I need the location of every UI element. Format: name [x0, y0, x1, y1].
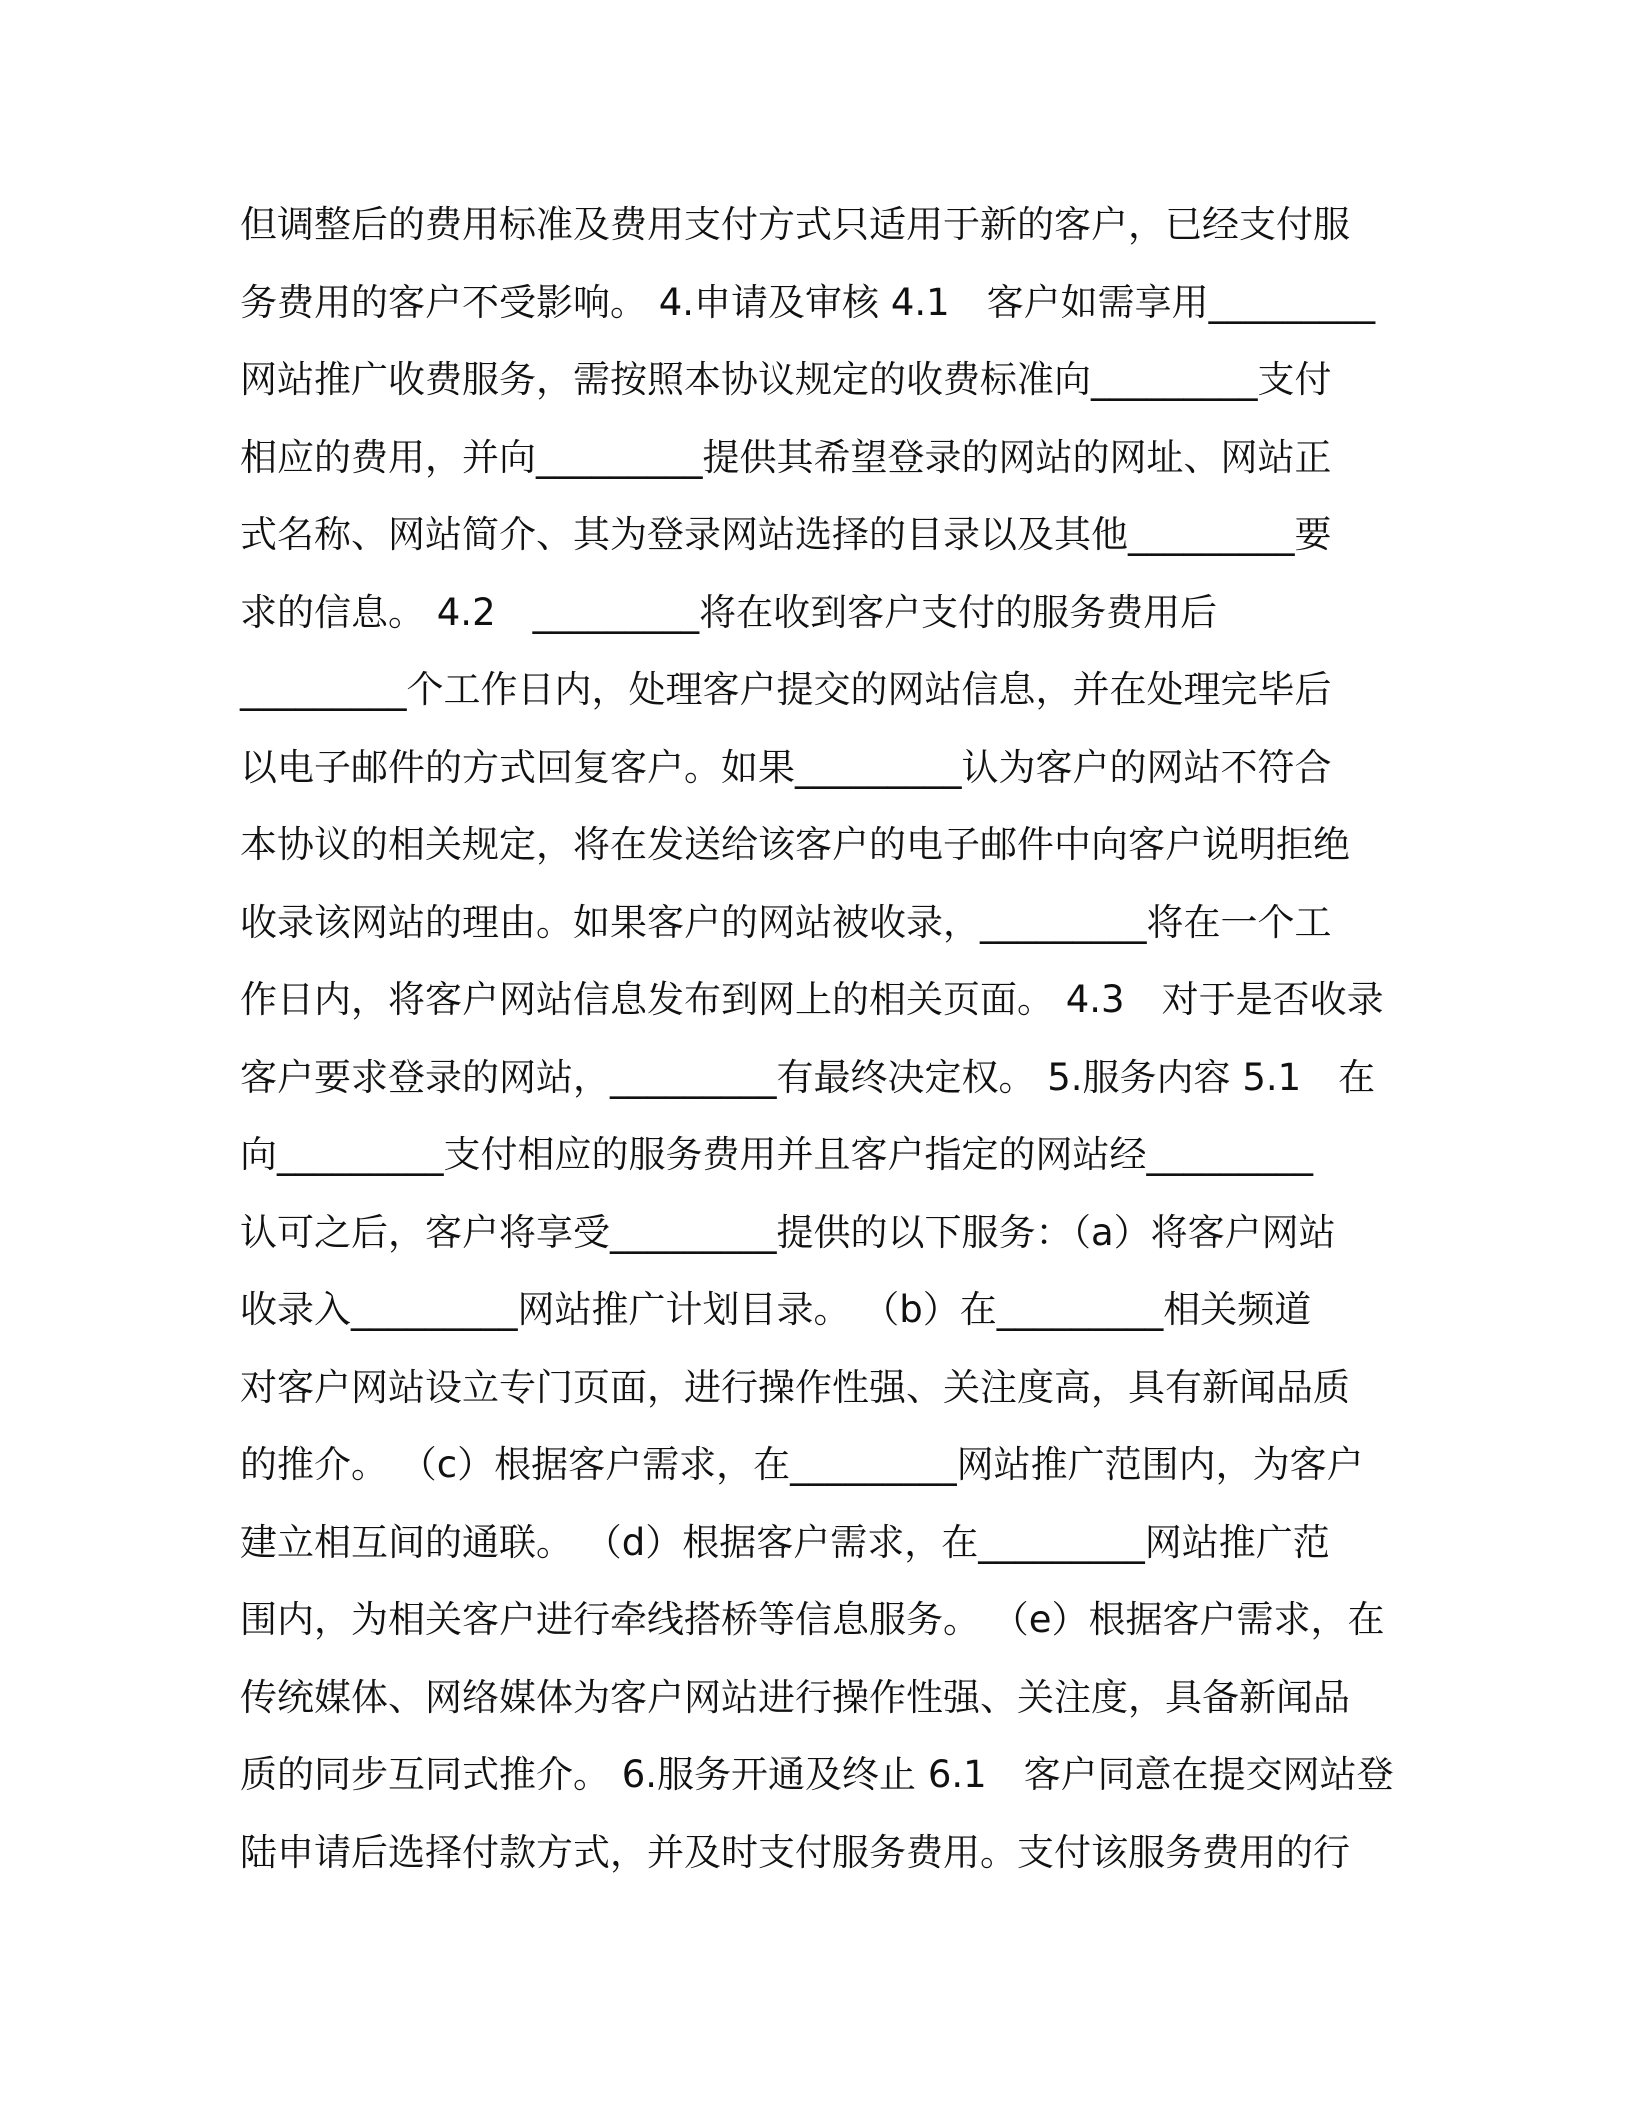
- text-line: 认可之后，客户将享受_________提供的以下服务：（a）将客户网站: [240, 1210, 1336, 1254]
- text-line: 围内，为相关客户进行牵线搭桥等信息服务。 （e）根据客户需求，在: [240, 1598, 1385, 1641]
- text-line: 收录该网站的理由。如果客户的网站被收录，_________将在一个工: [240, 900, 1332, 944]
- text-line: _________个工作日内，处理客户提交的网站信息，并在处理完毕后: [240, 668, 1332, 711]
- text-line: 客户要求登录的网站，_________有最终决定权。 5.服务内容 5.1 在: [240, 1055, 1376, 1099]
- text-line: 网站推广收费服务，需按照本协议规定的收费标准向_________支付: [240, 358, 1332, 401]
- body-text: [240, 186, 1400, 1891]
- text-line: 以电子邮件的方式回复客户。如果_________认为客户的网站不符合: [240, 745, 1332, 789]
- text-line: 式名称、网站简介、其为登录网站选择的目录以及其他_________要: [240, 513, 1332, 556]
- text-line: 对客户网站设立专门页面，进行操作性强、关注度高，具有新闻品质: [240, 1365, 1350, 1409]
- text-line: 向_________支付相应的服务费用并且客户指定的网站经_________: [240, 1133, 1313, 1176]
- text-line: 收录入_________网站推广计划目录。 （b）在_________相关频道: [240, 1288, 1312, 1331]
- text-line: 相应的费用，并向_________提供其希望登录的网站的网址、网站正: [240, 435, 1332, 479]
- text-line: 求的信息。 4.2 _________将在收到客户支付的服务费用后: [240, 590, 1218, 634]
- text-line: 建立相互间的通联。 （d）根据客户需求，在_________网站推广范: [240, 1520, 1330, 1564]
- text-line: 但调整后的费用标准及费用支付方式只适用于新的客户，已经支付服: [240, 203, 1350, 246]
- text-line: 本协议的相关规定，将在发送给该客户的电子邮件中向客户说明拒绝: [240, 823, 1350, 866]
- text-line: 的推介。 （c）根据客户需求，在_________网站推广范围内，为客户: [240, 1443, 1364, 1486]
- text-line: 质的同步互同式推介。 6.服务开通及终止 6.1 客户同意在提交网站登: [240, 1753, 1394, 1796]
- text-line: 传统媒体、网络媒体为客户网站进行操作性强、关注度，具备新闻品: [240, 1675, 1350, 1719]
- text-line: 作日内，将客户网站信息发布到网上的相关页面。 4.3 对于是否收录: [240, 978, 1384, 1021]
- text-line: 陆申请后选择付款方式，并及时支付服务费用。支付该服务费用的行: [240, 1830, 1350, 1874]
- text-line: 务费用的客户不受影响。 4.申请及审核 4.1 客户如需享用_________: [240, 280, 1376, 324]
